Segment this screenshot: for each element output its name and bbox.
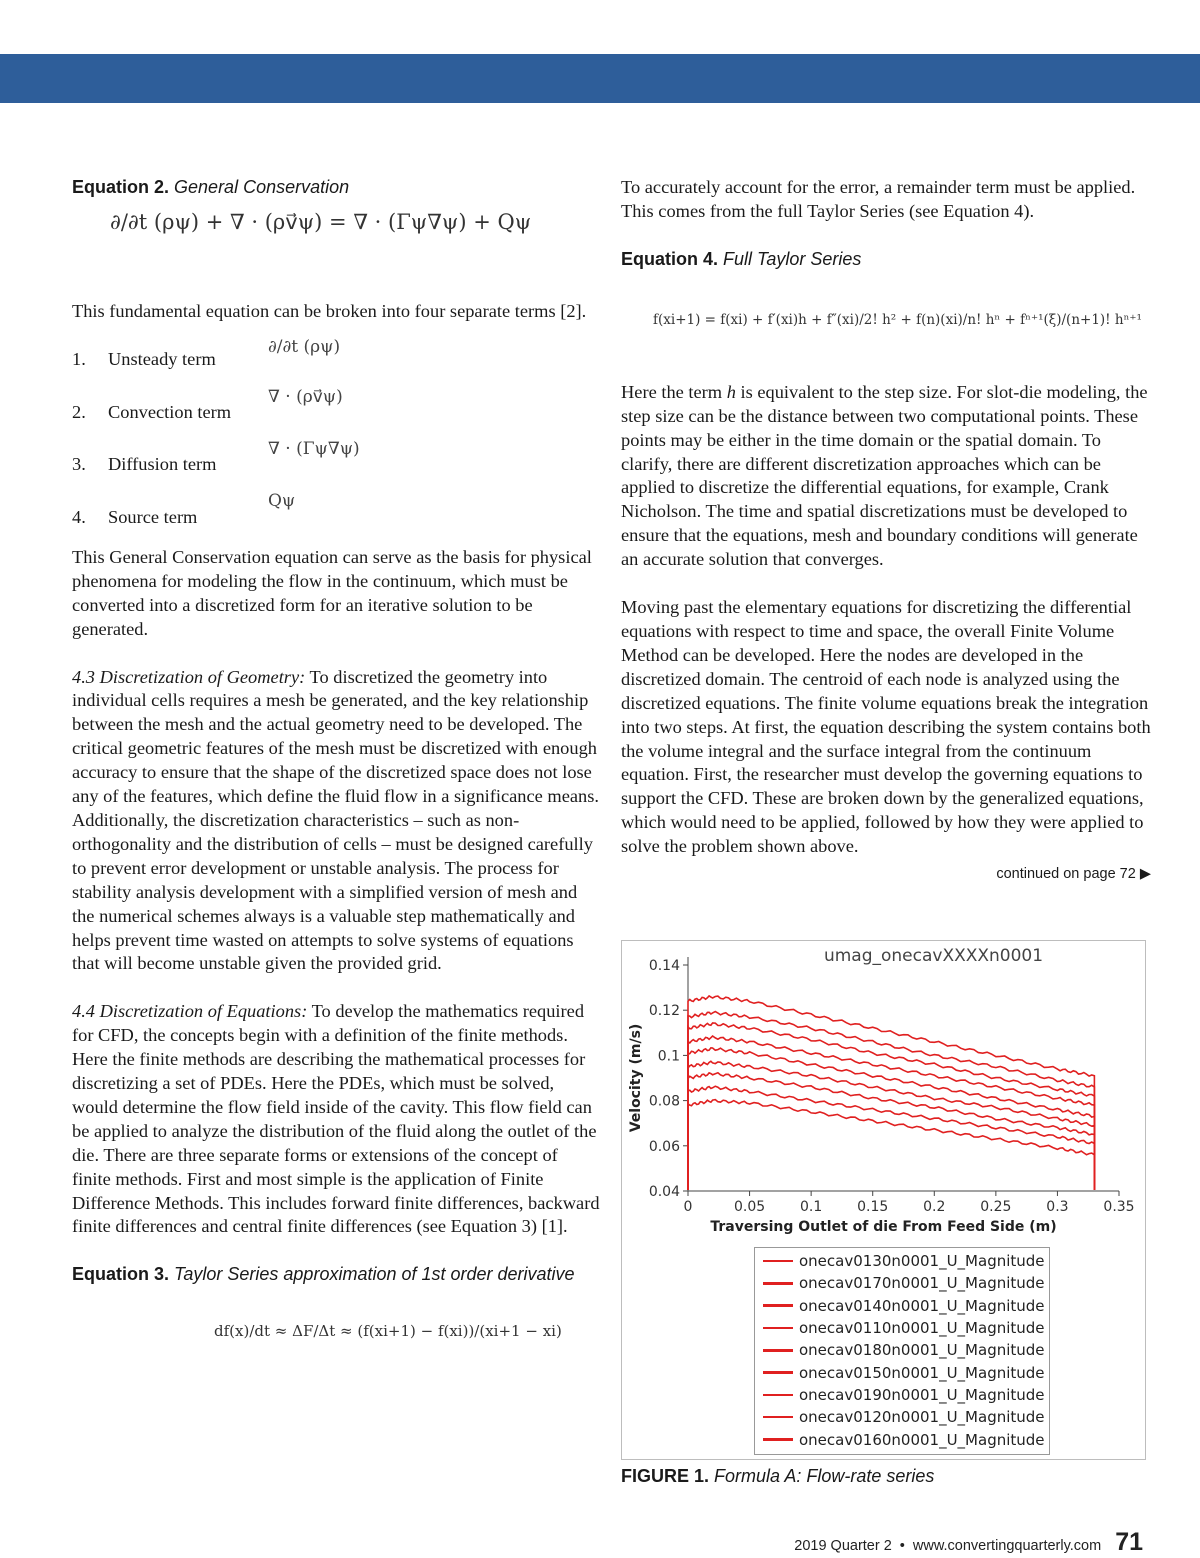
- legend-label: onecav0180n0001_U_Magnitude: [799, 1341, 1045, 1360]
- legend-entry: [755, 1361, 1049, 1383]
- equation-2-heading: [72, 176, 600, 199]
- legend-entry: [755, 1406, 1049, 1428]
- section-4-4: [72, 1000, 600, 1239]
- legend-label: onecav0120n0001_U_Magnitude: [799, 1408, 1045, 1427]
- x-tick-label: 0.35: [1103, 1199, 1135, 1215]
- series-line: [688, 1061, 1094, 1190]
- figure-1-caption: [621, 1466, 934, 1487]
- section-4-3-title: 4.3 Discretization of Geometry:: [72, 666, 306, 687]
- left-column: [72, 176, 600, 1344]
- paragraph-remainder: To accurately account for the error, a remainder term must be applied. This comes from the full Taylor Series (see Equation 4).: [621, 177, 1136, 221]
- legend-label: onecav0190n0001_U_Magnitude: [799, 1385, 1045, 1404]
- x-tick-label: 0: [683, 1199, 693, 1215]
- y-tick-label: 0.12: [648, 1003, 680, 1020]
- y-tick-label: 0.06: [648, 1138, 680, 1155]
- page-number: 71: [1115, 1528, 1143, 1556]
- paragraph-step-size: Here the term h is equivalent to the step size. For slot-die modeling, the step size can be the distance between two computational points. These points may be either in the time domain or the spatial domain. To clarify, there are different discretization approaches which can be applied to discretize the differential equations, for example, Crank Nicholson. The time and spatial discretizations must be developed to ensure that the equations, mesh and boundary conditions will generate an accurate solution that converges.: [621, 381, 1148, 570]
- term-item: 1. Unsteady term: [72, 348, 216, 369]
- legend-swatch: [763, 1416, 793, 1419]
- x-tick-label: 0.3: [1046, 1199, 1069, 1215]
- x-tick-label: 0.1: [800, 1199, 823, 1215]
- term-formula: ∇ · (Γψ∇ψ): [268, 438, 360, 459]
- equation-3-label: Equation 3.: [72, 1264, 170, 1285]
- y-tick-label: 0.04: [648, 1184, 680, 1200]
- footer-website[interactable]: www.convertingquarterly.com: [912, 1538, 1102, 1554]
- legend-label: onecav0160n0001_U_Magnitude: [799, 1430, 1045, 1449]
- term-item: 2. Convection term: [72, 401, 232, 422]
- legend-swatch: [763, 1371, 793, 1374]
- term-item: 3. Diffusion term: [72, 453, 217, 474]
- equation-2-label: Equation 2.: [72, 177, 170, 197]
- equation-3-title: Taylor Series approximation of 1st order derivative: [174, 1264, 575, 1285]
- equation-4-heading: [621, 248, 1151, 271]
- equation-4-label: Equation 4.: [621, 248, 719, 269]
- equation-2-title: General Conservation: [174, 177, 350, 197]
- x-tick-label: 0.05: [733, 1199, 766, 1215]
- legend-label: onecav0170n0001_U_Magnitude: [799, 1274, 1045, 1293]
- right-column: [621, 176, 1151, 887]
- continued-link[interactable]: continued on page 72 ▶: [996, 866, 1151, 883]
- equation-3-heading: [72, 1263, 600, 1286]
- legend-swatch: [763, 1260, 793, 1263]
- terms-list: [72, 336, 600, 538]
- x-tick-label: 0.2: [923, 1199, 946, 1215]
- x-tick-label: 0.15: [857, 1199, 889, 1215]
- section-4-4-title: 4.4 Discretization of Equations:: [72, 1001, 308, 1022]
- legend-swatch: [763, 1282, 793, 1285]
- legend-label: onecav0140n0001_U_Magnitude: [799, 1296, 1045, 1315]
- series-line: [688, 1100, 1094, 1190]
- chart-legend: [754, 1247, 1050, 1455]
- paragraph-conservation: This General Conservation equation can serve as the basis for physical phenomena for modeling the flow in the continuum, which must be converted into a discretized form for an iterative solution to be generated.: [72, 546, 592, 639]
- term-formula: Qψ: [268, 490, 296, 511]
- legend-label: onecav0150n0001_U_Magnitude: [799, 1363, 1045, 1382]
- legend-entry: [755, 1250, 1049, 1272]
- figure-1-chart: [621, 940, 1146, 1460]
- figure-title: Formula A: Flow-rate series: [714, 1466, 935, 1486]
- section-4-4-body: To develop the mathematics required for CFD, the concepts begin with a definition of the finite methods. Here the finite methods are describing the mathematical processes for discretizing a set of PDEs. Here the PDEs, which must be solved, would determine the flow field inside of the cavity. This flow field can be applied to analyze the distribution of the fluid along the outlet of the die. There are three separate forms or extensions of the concept of finite methods. First and most simple is the application of Finite Difference Methods. This includes forward finite differences, backward finite differences and central finite differences (see Equation 3) [1].: [72, 1001, 600, 1237]
- equation-4-formula: f(xi+1) = f(xi) + f′(xi)h + f″(xi)/2! h² + f(n)(xi)/n! hⁿ + fⁿ⁺¹(ξ)/(n+1)! hⁿ⁺¹: [653, 311, 1142, 328]
- header-band: [0, 54, 1200, 103]
- y-tick-label: 0.1: [657, 1048, 680, 1065]
- chart-title: umag_onecavXXXXn0001: [823, 946, 1044, 966]
- footer-issue: 2019 Quarter 2: [794, 1538, 892, 1554]
- legend-swatch: [763, 1304, 793, 1307]
- term-formula: ∇ · (ρv⃗ψ): [268, 386, 343, 407]
- series-line: [688, 1036, 1094, 1190]
- legend-entry: [755, 1317, 1049, 1339]
- legend-entry: [755, 1384, 1049, 1406]
- legend-swatch: [763, 1438, 793, 1441]
- legend-entry: [755, 1272, 1049, 1294]
- legend-entry: [755, 1339, 1049, 1361]
- legend-swatch: [763, 1394, 793, 1397]
- series-line: [688, 1086, 1094, 1190]
- legend-entry: [755, 1428, 1049, 1450]
- section-4-3: [72, 666, 600, 977]
- equation-3-formula: df(x)/dt ≈ ΔF/Δt ≈ (f(xi+1) − f(xi))/(xi+1 − xi): [214, 1322, 562, 1341]
- paragraph-four-terms: This fundamental equation can be broken into four separate terms [2].: [72, 301, 587, 321]
- term-formula: ∂/∂t (ρψ): [268, 336, 341, 357]
- term-item: 4. Source term: [72, 506, 198, 527]
- y-tick-label: 0.14: [648, 958, 680, 974]
- legend-label: onecav0130n0001_U_Magnitude: [799, 1252, 1045, 1271]
- legend-swatch: [763, 1349, 793, 1352]
- equation-2-formula: ∂/∂t (ρψ) + ∇ · (ρv⃗ψ) = ∇ · (Γψ∇ψ) + Qψ: [110, 210, 532, 234]
- section-4-3-body: To discretized the geometry into individual cells requires a mesh be generated, and the key relationship between the mesh and the actual geometry need to be developed. The critical geometric features of the mesh must be discretized with enough accuracy to ensure that the shape of the discretized space does not lose any of the features, which define the fluid flow in a significance means. Additionally, the discretization characteristics – such as non-orthogonality and the distribution of cells – must be designed carefully to prevent error development or unstable analysis. The process for stability analysis development with a simplified version of mesh and the numerical schemes always is a valuable step mathematically and helps prevent time wasted on attempts to solve systems of equations that will become unstable given the provided grid.: [72, 666, 600, 974]
- legend-label: onecav0110n0001_U_Magnitude: [799, 1319, 1045, 1338]
- paragraph-finite-volume: Moving past the elementary equations for discretizing the differential equations with respect to time and space, the overall Finite Volume Method can be developed. Here the nodes are developed in the discretized domain. The centroid of each node is analyzed using the discretized equations. The finite volume equations break the integration into two steps. At first, the equation describing the system contains both the volume integral and the surface integral from the continuum equation. First, the researcher must develop the governing equations to support the CFD. These are broken down by the generalized equations, which would need to be applied, followed by how they were applied to solve the problem shown above.: [621, 597, 1151, 857]
- legend-entry: [755, 1295, 1049, 1317]
- x-tick-label: 0.25: [980, 1199, 1012, 1215]
- equation-4-title: Full Taylor Series: [723, 248, 862, 269]
- y-tick-label: 0.08: [648, 1093, 680, 1110]
- figure-label: FIGURE 1.: [621, 1466, 710, 1486]
- legend-swatch: [763, 1327, 793, 1330]
- y-axis-label: Velocity (m/s): [628, 1023, 644, 1133]
- page-footer: [794, 1528, 1143, 1557]
- x-axis-label: Traversing Outlet of die From Feed Side (m): [710, 1219, 1057, 1235]
- footer-bullet: •: [899, 1538, 905, 1554]
